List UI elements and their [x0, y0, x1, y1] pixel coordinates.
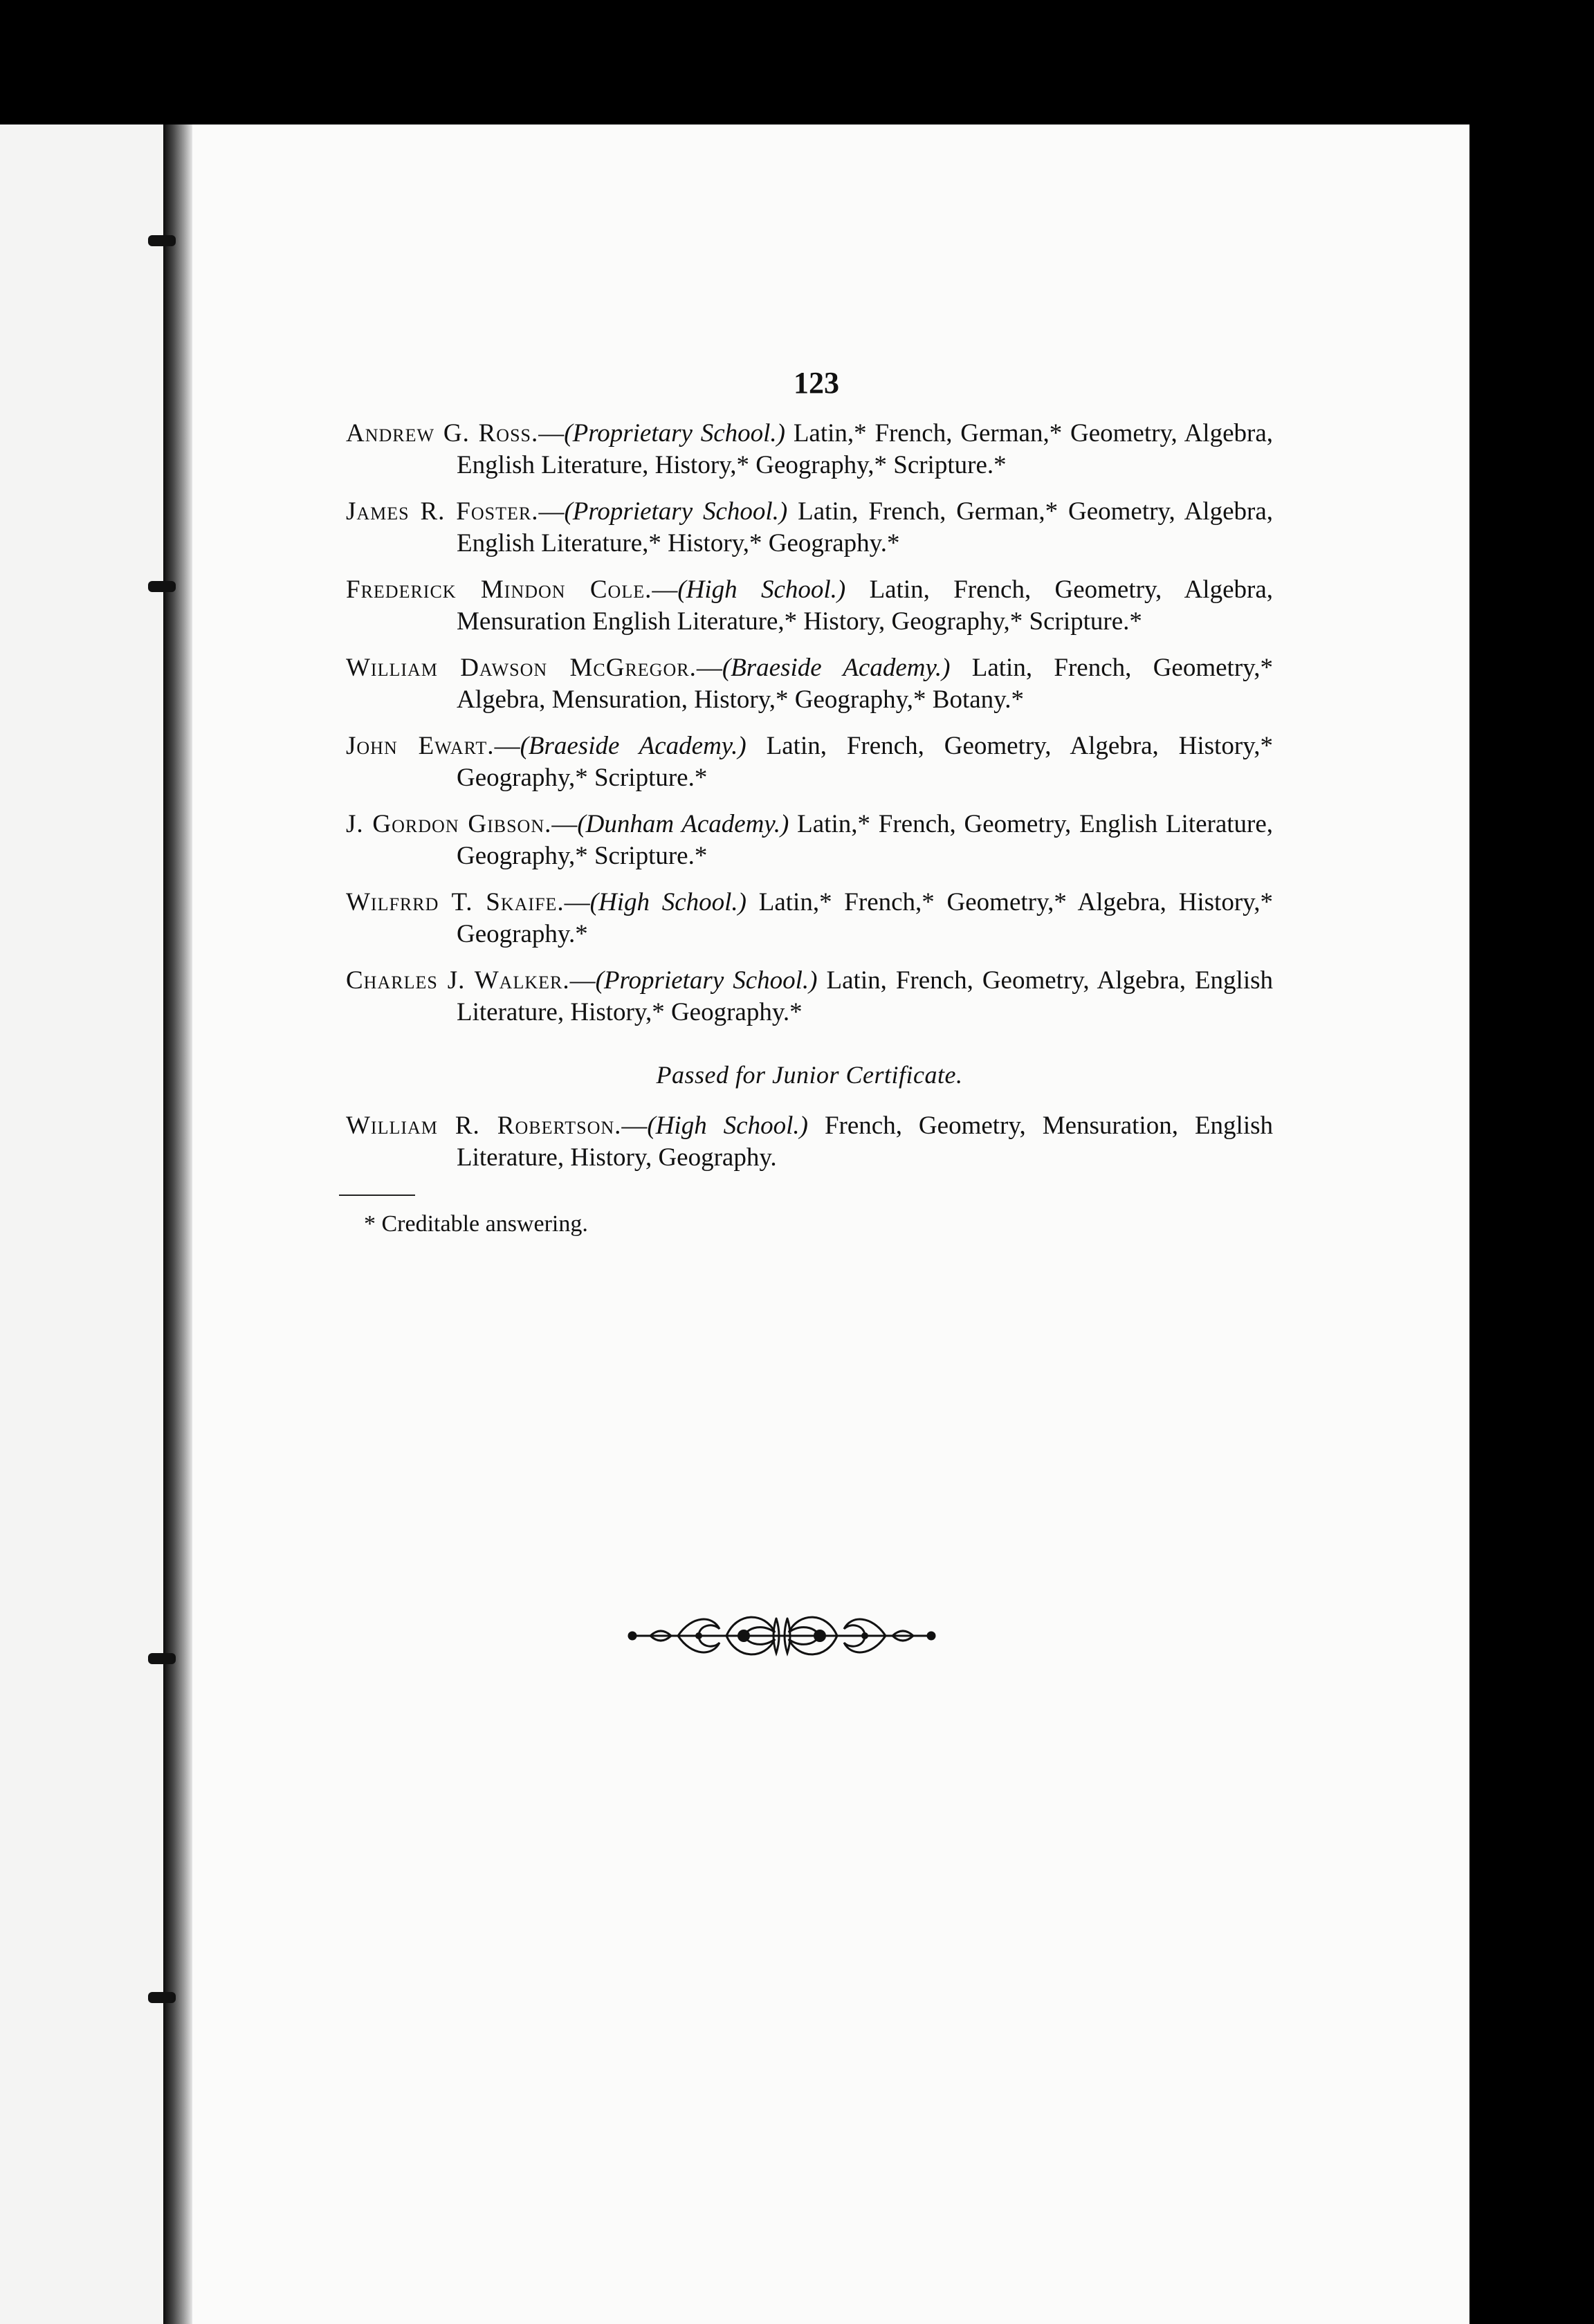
list-item: Andrew G. Ross.—(Proprietary School.) Latin,* French, German,* Geometry, Algebra, English Literature, History,* Geography,* Scripture.*: [346, 419, 1273, 479]
subjects: Latin,* French, German,* Geometry, Algebra, English Literature, History,* Geography,* Scripture.*: [457, 419, 1273, 479]
list-item: Wilfrrd T. Skaife.—(High School.) Latin,* French,* Geometry,* Algebra, History,* Geography.*: [346, 888, 1273, 948]
school-name: (Proprietary School.): [564, 419, 786, 448]
subjects: Latin, French, Geometry, Algebra, Mensuration English Literature,* History, Geography,* Scripture.*: [457, 575, 1273, 636]
binding-stitch: [148, 1992, 176, 2003]
school-name: (Proprietary School.): [595, 966, 818, 995]
subjects: Latin, French, Geometry,* Algebra, Mensuration, History,* Geography,* Botany.*: [457, 654, 1273, 714]
subjects: French, Geometry, Mensuration, English Literature, History, Geography.: [457, 1112, 1273, 1172]
results-list: [346, 418, 1273, 1240]
left-margin: [0, 124, 163, 2324]
floral-ornament-icon: [623, 1605, 941, 1667]
list-item: Frederick Mindon Cole.—(High School.) Latin, French, Geometry, Algebra, Mensuration English Literature,* History, Geography,* Scripture.*: [346, 575, 1273, 636]
candidate-name: Wilfrrd T. Skaife.: [346, 888, 565, 916]
candidate-name: James R. Foster.: [346, 497, 539, 526]
subjects: Latin,* French, Geometry, English Literature, Geography,* Scripture.*: [457, 810, 1274, 870]
candidate-name: Charles J. Walker.: [346, 966, 570, 995]
list-item: James R. Foster.—(Proprietary School.) Latin, French, German,* Geometry, Algebra, English Literature,* History,* Geography.*: [346, 497, 1274, 557]
subjects: Latin, French, German,* Geometry, Algebra, English Literature,* History,* Geography.*: [457, 497, 1274, 557]
school-name: (High School.): [647, 1112, 808, 1140]
section-heading: Passed for Junior Certificate.: [656, 1061, 963, 1089]
school-name: (Braeside Academy.): [722, 654, 951, 682]
list-item: William R. Robertson.—(High School.) French, Geometry, Mensuration, English Literature, History, Geography.: [346, 1112, 1273, 1172]
school-name: (Proprietary School.): [564, 497, 788, 526]
candidate-name: J. Gordon Gibson.: [346, 810, 552, 838]
list-item: William Dawson McGregor.—(Braeside Academy.) Latin, French, Geometry,* Algebra, Mensuration, History,* Geography,* Botany.*: [346, 654, 1273, 714]
candidate-name: William R. Robertson.: [346, 1112, 622, 1140]
page-number: 123: [794, 366, 839, 400]
list-item: John Ewart.—(Braeside Academy.) Latin, French, Geometry, Algebra, History,* Geography,* Scripture.*: [346, 732, 1274, 792]
footnote-rule: [339, 1195, 415, 1196]
binding-stitch: [148, 1653, 176, 1664]
candidate-name: Andrew G. Ross.: [346, 419, 539, 448]
subjects: Latin, French, Geometry, Algebra, English Literature, History,* Geography.*: [457, 966, 1274, 1026]
school-name: (High School.): [589, 888, 746, 916]
footnote: * Creditable answering.: [364, 1211, 588, 1237]
list-item: Charles J. Walker.—(Proprietary School.) Latin, French, Geometry, Algebra, English Literature, History,* Geography.*: [346, 966, 1274, 1026]
subjects: Latin, French, Geometry, Algebra, History,* Geography,* Scripture.*: [457, 732, 1274, 792]
school-name: (Braeside Academy.): [520, 732, 746, 760]
candidate-name: John Ewart.: [346, 732, 495, 760]
school-name: (Dunham Academy.): [577, 810, 789, 838]
binding-stitch: [148, 581, 176, 592]
candidate-name: Frederick Mindon Cole.: [346, 575, 652, 604]
page-edge-shadow: [1469, 138, 1594, 2324]
subjects: Latin,* French,* Geometry,* Algebra, History,* Geography.*: [457, 888, 1273, 948]
binding-stitch: [148, 235, 176, 246]
school-name: (High School.): [677, 575, 846, 604]
senior-entries: [346, 418, 1273, 1029]
candidate-name: William Dawson McGregor.: [346, 654, 697, 682]
list-item: J. Gordon Gibson.—(Dunham Academy.) Latin,* French, Geometry, English Literature, Geography,* Scripture.*: [346, 810, 1274, 870]
